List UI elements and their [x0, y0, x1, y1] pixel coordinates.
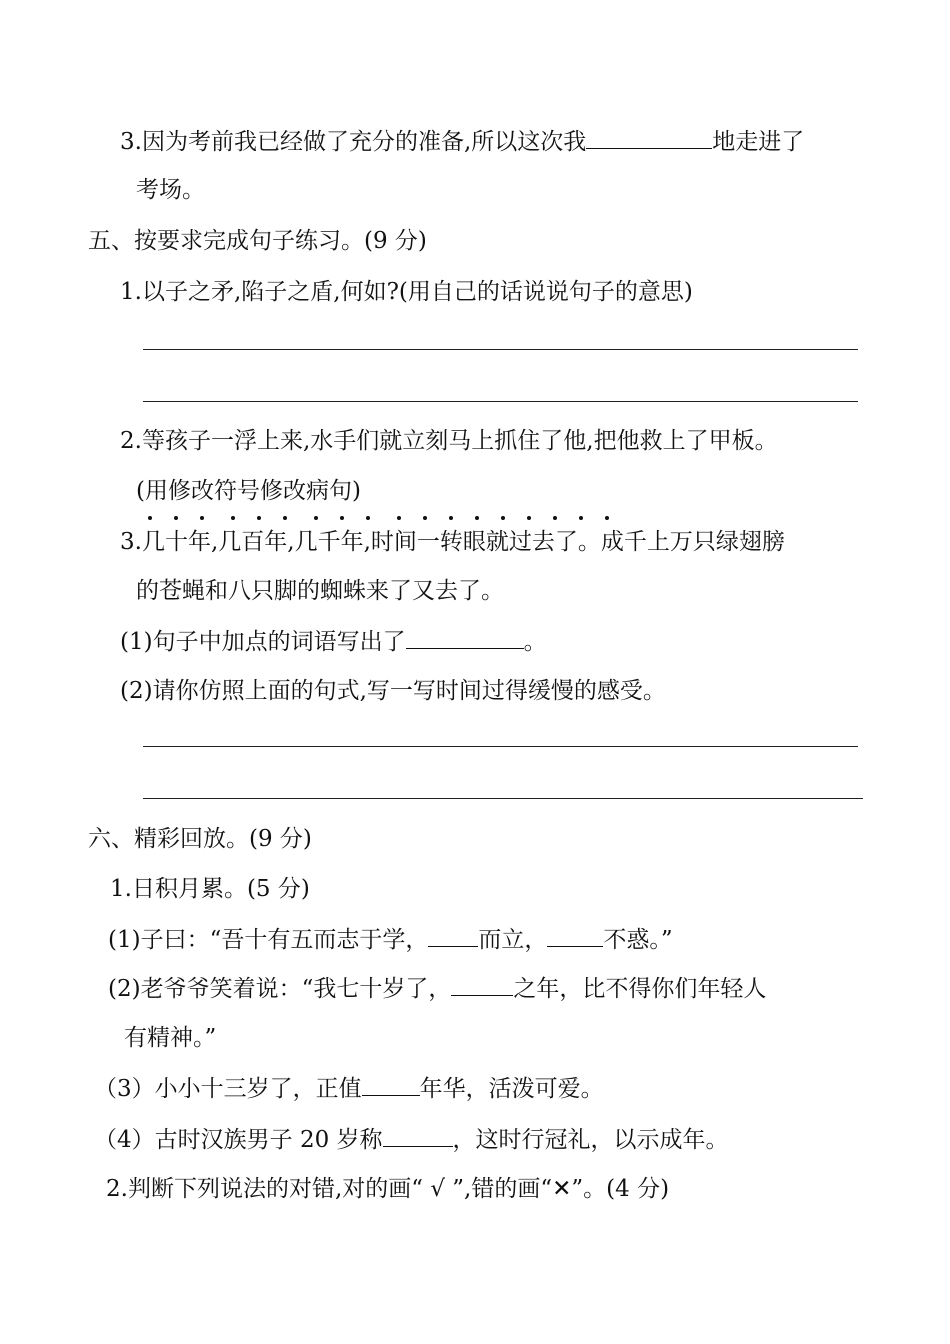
emphasis-dot — [200, 516, 204, 520]
s5-q3-line1: 3.几十年,几百年,几千年,时间一转眼就过去了。成千上万只绿翅膀 — [120, 529, 785, 555]
answer-blank[interactable] — [451, 973, 513, 996]
emphasis-dot — [423, 516, 427, 520]
s5-q2-line2: (用修改符号修改病句) — [136, 478, 361, 504]
s6-sub1 — [108, 924, 673, 955]
emphasis-dot — [231, 516, 235, 520]
s6-sub3-text-a: （3）小小十三岁了，正值 — [94, 1076, 362, 1102]
emphasis-dot — [475, 516, 479, 520]
answer-blank[interactable] — [428, 924, 478, 947]
emphasis-dot — [397, 516, 401, 520]
emphasis-dot — [148, 516, 152, 520]
s5-q3-sub1-text: (1)句子中加点的词语写出了 — [120, 629, 406, 655]
q4-3-text: 3.因为考前我已经做了充分的准备,所以这次我 — [120, 129, 587, 155]
q4-3-text-end: 地走进了 — [712, 129, 805, 155]
s5-q3-sub2: (2)请你仿照上面的句式,写一写时间过得缓慢的感受。 — [120, 678, 666, 704]
answer-blank[interactable] — [586, 126, 712, 149]
emphasis-dot — [283, 516, 287, 520]
emphasis-dot — [579, 516, 583, 520]
section5-heading: 五、按要求完成句子练习。(9 分) — [88, 228, 427, 254]
emphasis-dots — [0, 516, 950, 526]
answer-blank[interactable] — [383, 1124, 453, 1147]
q4-3-line2: 考场。 — [136, 177, 205, 203]
s6-sub4-text-b: ，这时行冠礼，以示成年。 — [452, 1127, 729, 1153]
s6-sub1-text-c: 不惑。” — [603, 927, 673, 953]
s6-sub2 — [108, 973, 766, 1004]
s6-q2: 2.判断下列说法的对错,对的画“ √ ”,错的画“✕”。(4 分) — [106, 1176, 670, 1202]
s6-sub4-text-a: （4）古时汉族男子 20 岁称 — [94, 1127, 383, 1153]
emphasis-dot — [449, 516, 453, 520]
emphasis-dot — [605, 516, 609, 520]
answer-blank[interactable] — [406, 626, 524, 649]
s6-sub1-text-a: (1)子曰：“吾十有五而志于学， — [108, 927, 429, 953]
answer-line-3[interactable] — [143, 746, 858, 747]
s6-sub2-text-a: (2)老爷爷笑着说：“我七十岁了， — [108, 976, 452, 1002]
emphasis-dot — [257, 516, 261, 520]
answer-line-4[interactable] — [143, 798, 863, 799]
answer-line-2[interactable] — [143, 401, 858, 402]
answer-blank[interactable] — [547, 924, 603, 947]
answer-line-1[interactable] — [143, 349, 858, 350]
s6-sub1-text-b: 而立， — [478, 927, 548, 953]
s6-sub3 — [94, 1073, 604, 1104]
s6-sub4 — [94, 1124, 729, 1155]
s6-sub2-text-b: 之年，比不得你们年轻人 — [513, 976, 767, 1002]
s5-q1: 1.以子之矛,陷子之盾,何如?(用自己的话说说句子的意思) — [120, 279, 693, 305]
s5-q2-line1: 2.等孩子一浮上来,水手们就立刻马上抓住了他,把他救上了甲板。 — [120, 428, 778, 454]
s6-sub2-line2: 有精神。” — [124, 1025, 217, 1051]
q4-3-line1 — [120, 126, 804, 157]
emphasis-dot — [314, 516, 318, 520]
s6-sub3-text-b: 年华，活泼可爱。 — [419, 1076, 604, 1102]
emphasis-dot — [553, 516, 557, 520]
emphasis-dot — [366, 516, 370, 520]
s5-q3-sub1-end: 。 — [523, 629, 547, 655]
section6-heading: 六、精彩回放。(9 分) — [88, 826, 312, 852]
emphasis-dot — [501, 516, 505, 520]
s5-q3-sub1 — [120, 626, 547, 657]
answer-blank[interactable] — [362, 1073, 420, 1096]
emphasis-dot — [174, 516, 178, 520]
s5-q3-line2: 的苍蝇和八只脚的蜘蛛来了又去了。 — [136, 578, 504, 604]
s6-q1: 1.日积月累。(5 分) — [110, 876, 310, 902]
emphasis-dot — [340, 516, 344, 520]
emphasis-dot — [527, 516, 531, 520]
